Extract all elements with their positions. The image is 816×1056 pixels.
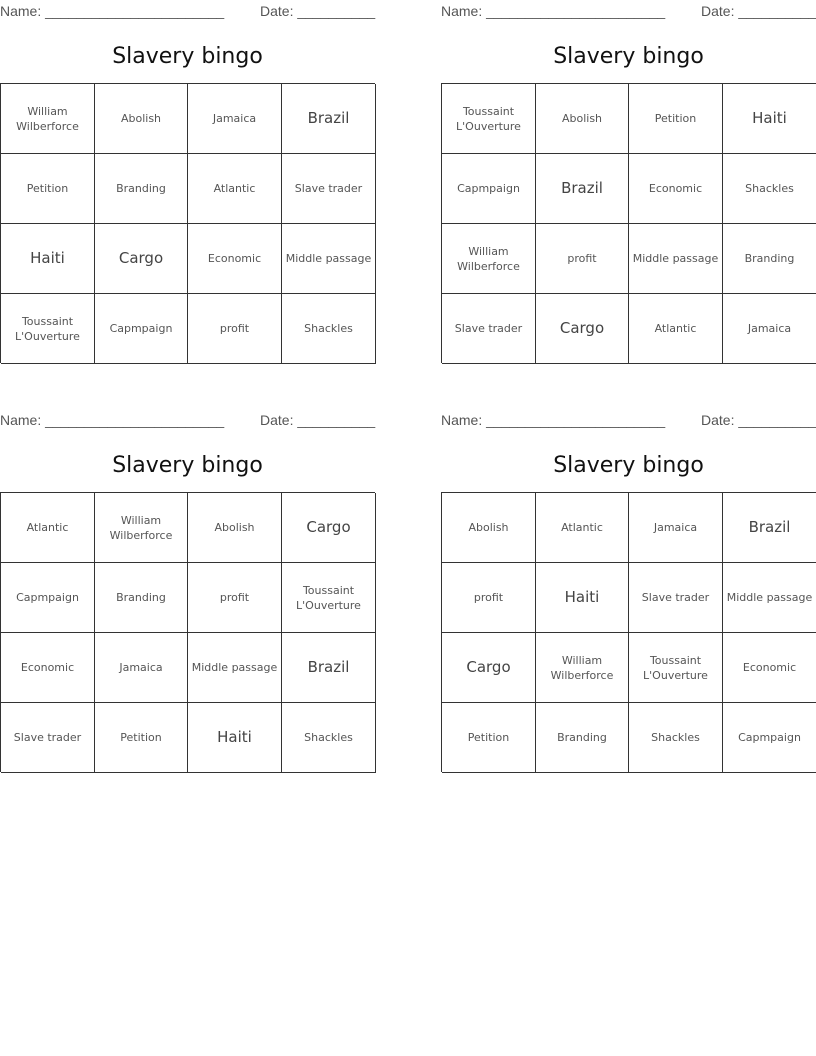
bingo-cell: Economic: [1, 633, 95, 703]
bingo-cell: Branding: [95, 563, 188, 633]
bingo-cell: Abolish: [536, 84, 629, 154]
bingo-cell: Branding: [536, 703, 629, 773]
bingo-cell: Shackles: [629, 703, 723, 773]
bingo-cell: Economic: [188, 224, 282, 294]
bingo-cell: Haiti: [1, 224, 95, 294]
bingo-cell: Haiti: [188, 703, 282, 773]
bingo-cell: Economic: [629, 154, 723, 224]
bingo-cell: Haiti: [723, 84, 816, 154]
bingo-cell: Brazil: [282, 633, 376, 703]
bingo-cell: Cargo: [282, 493, 376, 563]
bingo-cell: Middle passage: [282, 224, 376, 294]
bingo-cell: Toussaint L'Ouverture: [282, 563, 376, 633]
card-header: [441, 0, 816, 22]
bingo-cell: Branding: [723, 224, 816, 294]
card-header: [0, 0, 375, 22]
bingo-cell: profit: [188, 563, 282, 633]
bingo-cell: Slave trader: [1, 703, 95, 773]
bingo-cell: Petition: [1, 154, 95, 224]
name-line: Name: _______________________: [441, 412, 666, 428]
bingo-cell: profit: [188, 294, 282, 364]
bingo-cell: Jamaica: [95, 633, 188, 703]
bingo-cell: Capmpaign: [723, 703, 816, 773]
bingo-cell: Atlantic: [188, 154, 282, 224]
bingo-cell: Petition: [442, 703, 536, 773]
bingo-card: [0, 0, 376, 343]
bingo-cell: Atlantic: [1, 493, 95, 563]
bingo-cell: Capmpaign: [442, 154, 536, 224]
bingo-cell: Toussaint L'Ouverture: [442, 84, 536, 154]
bingo-cell: Toussaint L'Ouverture: [1, 294, 95, 364]
bingo-card: [0, 409, 376, 746]
date-line: Date: __________: [260, 412, 376, 428]
card-header: [0, 409, 375, 431]
bingo-cell: Cargo: [95, 224, 188, 294]
bingo-cell: Capmpaign: [1, 563, 95, 633]
bingo-cell: Haiti: [536, 563, 629, 633]
name-line: Name: _______________________: [0, 3, 225, 19]
card-title: Slavery bingo: [112, 453, 263, 478]
bingo-cell: Jamaica: [188, 84, 282, 154]
bingo-grid: [0, 83, 375, 363]
bingo-cell: Slave trader: [442, 294, 536, 364]
bingo-cell: Middle passage: [629, 224, 723, 294]
bingo-cell: Jamaica: [629, 493, 723, 563]
bingo-grid: [441, 492, 816, 772]
bingo-cell: William Wilberforce: [536, 633, 629, 703]
card-title: Slavery bingo: [553, 44, 704, 69]
bingo-cell: Cargo: [536, 294, 629, 364]
bingo-cell: Slave trader: [629, 563, 723, 633]
bingo-cell: Middle passage: [188, 633, 282, 703]
bingo-cell: Capmpaign: [95, 294, 188, 364]
name-line: Name: _______________________: [0, 412, 225, 428]
bingo-cell: profit: [536, 224, 629, 294]
bingo-cell: Slave trader: [282, 154, 376, 224]
bingo-card: [441, 409, 816, 744]
bingo-cell: William Wilberforce: [1, 84, 95, 154]
bingo-cell: Abolish: [95, 84, 188, 154]
bingo-cell: Jamaica: [723, 294, 816, 364]
bingo-cell: Economic: [723, 633, 816, 703]
bingo-cell: William Wilberforce: [442, 224, 536, 294]
name-line: Name: _______________________: [441, 3, 666, 19]
bingo-cell: Shackles: [282, 294, 376, 364]
bingo-cell: William Wilberforce: [95, 493, 188, 563]
bingo-cell: Brazil: [723, 493, 816, 563]
card-header: [441, 409, 816, 431]
bingo-cell: Shackles: [282, 703, 376, 773]
date-line: Date: __________: [701, 412, 816, 428]
card-title: Slavery bingo: [553, 453, 704, 478]
bingo-cell: Brazil: [282, 84, 376, 154]
bingo-cell: Brazil: [536, 154, 629, 224]
bingo-cell: Abolish: [442, 493, 536, 563]
bingo-card: [441, 0, 816, 337]
bingo-grid: [441, 83, 816, 363]
bingo-cell: Toussaint L'Ouverture: [629, 633, 723, 703]
bingo-cell: Petition: [629, 84, 723, 154]
bingo-cell: Atlantic: [536, 493, 629, 563]
bingo-cell: profit: [442, 563, 536, 633]
date-line: Date: __________: [701, 3, 816, 19]
bingo-cell: Abolish: [188, 493, 282, 563]
bingo-cell: Middle passage: [723, 563, 816, 633]
bingo-cell: Petition: [95, 703, 188, 773]
bingo-cell: Cargo: [442, 633, 536, 703]
date-line: Date: __________: [260, 3, 376, 19]
card-title: Slavery bingo: [112, 44, 263, 69]
bingo-cell: Shackles: [723, 154, 816, 224]
bingo-grid: [0, 492, 375, 772]
bingo-cell: Atlantic: [629, 294, 723, 364]
bingo-cell: Branding: [95, 154, 188, 224]
